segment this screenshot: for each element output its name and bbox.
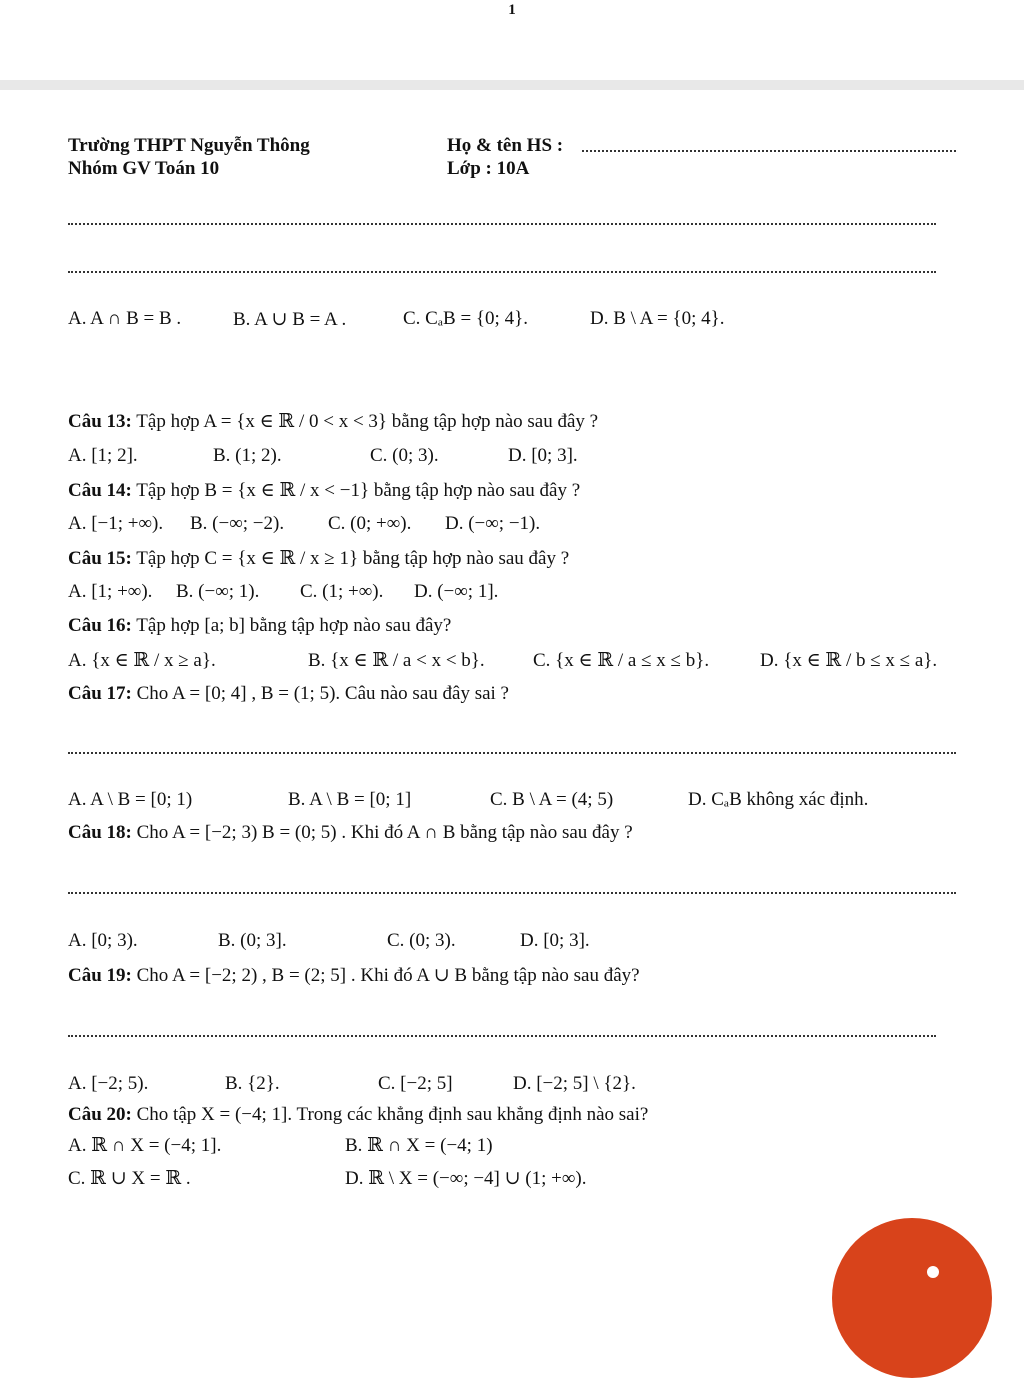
q13-option-b: B. (1; 2). — [213, 445, 282, 466]
answer-line — [68, 892, 956, 894]
q13-option-c: C. (0; 3). — [370, 445, 439, 466]
dot-icon — [927, 1266, 939, 1278]
q17-option-c: C. B \ A = (4; 5) — [490, 789, 614, 810]
page-number: 1 — [508, 2, 516, 18]
student-name-label: Họ & tên HS : — [447, 135, 564, 156]
q18-option-c: C. (0; 3). — [387, 930, 456, 951]
q20-option-b: B. ℝ ∩ X = (−4; 1) — [345, 1135, 493, 1156]
q12-option-d: D. B \ A = {0; 4}. — [590, 308, 725, 329]
class-label: Lớp : 10A — [447, 158, 530, 179]
q16-option-c: C. {x ∈ ℝ / a ≤ x ≤ b}. — [533, 650, 710, 671]
q19-option-c: C. [−2; 5] — [378, 1073, 453, 1094]
q15-option-a: A. [1; +∞). — [68, 581, 153, 602]
q15-option-c: C. (1; +∞). — [300, 581, 384, 602]
question-20: Câu 20: Cho tập X = (−4; 1]. Trong các khẳng định sau khẳng định nào sai? — [68, 1104, 649, 1125]
q15-option-d: D. (−∞; 1]. — [414, 581, 499, 602]
q20-option-d: D. ℝ \ X = (−∞; −4] ∪ (1; +∞). — [345, 1168, 587, 1189]
q14-option-a: A. [−1; +∞). — [68, 513, 164, 534]
question-14: Câu 14: Tập hợp B = {x ∈ ℝ / x < −1} bằng tập hợp nào sau đây ? — [68, 480, 581, 501]
q14-option-b: B. (−∞; −2). — [190, 513, 285, 534]
q14-option-d: D. (−∞; −1). — [445, 513, 541, 534]
question-17: Câu 17: Cho A = [0; 4] , B = (1; 5). Câu nào sau đây sai ? — [68, 683, 509, 704]
question-19: Câu 19: Cho A = [−2; 2) , B = (2; 5] . Khi đó A ∪ B bằng tập nào sau đây? — [68, 965, 640, 986]
q17-option-d: D. CₐB không xác định. — [688, 789, 869, 810]
q20-option-c: C. ℝ ∪ X = ℝ . — [68, 1168, 191, 1189]
q17-option-b: B. A \ B = [0; 1] — [288, 789, 412, 810]
q12-option-a: A. A ∩ B = B . — [68, 308, 182, 329]
question-15: Câu 15: Tập hợp C = {x ∈ ℝ / x ≥ 1} bằng tập hợp nào sau đây ? — [68, 548, 570, 569]
q16-option-d: D. {x ∈ ℝ / b ≤ x ≤ a}. — [760, 650, 938, 671]
q13-option-a: A. [1; 2]. — [68, 445, 138, 466]
top-band — [0, 80, 1024, 90]
q18-option-a: A. [0; 3). — [68, 930, 138, 951]
question-13: Câu 13: Tập hợp A = {x ∈ ℝ / 0 < x < 3} bằng tập hợp nào sau đây ? — [68, 411, 599, 432]
q18-option-d: D. [0; 3]. — [520, 930, 590, 951]
q19-option-d: D. [−2; 5] \ {2}. — [513, 1073, 636, 1094]
blank-line — [68, 223, 936, 225]
q16-option-b: B. {x ∈ ℝ / a < x < b}. — [308, 650, 485, 671]
q20-option-a: A. ℝ ∩ X = (−4; 1]. — [68, 1135, 222, 1156]
q19-option-b: B. {2}. — [225, 1073, 280, 1094]
teacher-group: Nhóm GV Toán 10 — [68, 158, 220, 179]
q18-option-b: B. (0; 3]. — [218, 930, 287, 951]
answer-line — [68, 1035, 936, 1037]
q15-option-b: B. (−∞; 1). — [176, 581, 260, 602]
q13-option-d: D. [0; 3]. — [508, 445, 578, 466]
q12-option-b: B. A ∪ B = A . — [233, 309, 347, 330]
school-name: Trường THPT Nguyễn Thông — [68, 135, 310, 156]
q16-option-a: A. {x ∈ ℝ / x ≥ a}. — [68, 650, 216, 671]
q12-option-c: C. CₐB = {0; 4}. — [403, 308, 528, 329]
blank-line — [68, 271, 936, 273]
floating-action-button[interactable] — [832, 1218, 992, 1378]
student-name-line — [582, 150, 956, 152]
answer-line — [68, 752, 956, 754]
question-16: Câu 16: Tập hợp [a; b] bằng tập hợp nào sau đây? — [68, 615, 452, 636]
q14-option-c: C. (0; +∞). — [328, 513, 412, 534]
question-18: Câu 18: Cho A = [−2; 3) B = (0; 5) . Khi đó A ∩ B bằng tập nào sau đây ? — [68, 822, 633, 843]
q17-option-a: A. A \ B = [0; 1) — [68, 789, 193, 810]
q19-option-a: A. [−2; 5). — [68, 1073, 149, 1094]
